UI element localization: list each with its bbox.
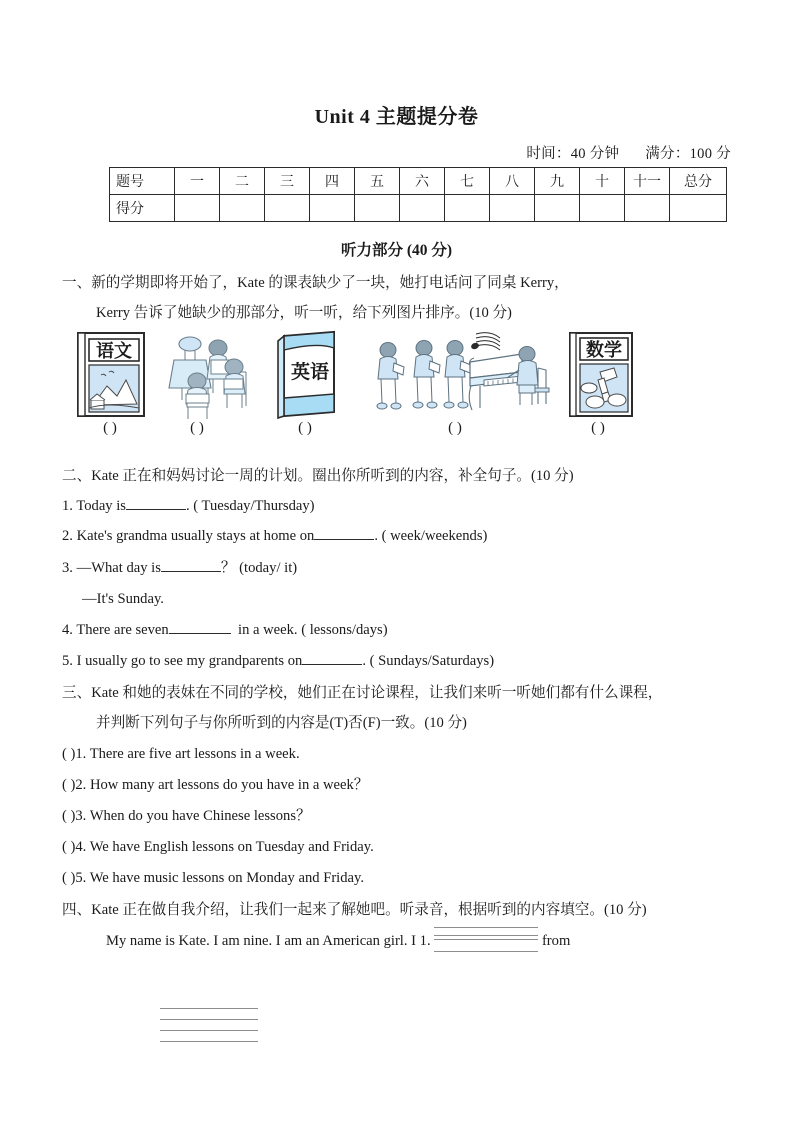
score-cell-3[interactable] <box>265 195 310 222</box>
svg-text:语文: 语文 <box>96 341 132 362</box>
section-2-item-3-answer: —It's Sunday. <box>82 591 164 607</box>
section-3-number: 三、 <box>62 685 92 701</box>
writing-line-3 <box>160 1030 258 1031</box>
table-row-question-numbers <box>110 168 727 195</box>
writing-line-4 <box>160 1041 258 1042</box>
math-textbook-icon <box>565 330 637 420</box>
tf-statement: 4. We have English lessons on Tuesday and Friday. <box>75 839 374 855</box>
exam-meta <box>526 142 731 163</box>
table-row-scores <box>110 195 727 222</box>
answer-box-4[interactable]: ( ) <box>448 420 462 436</box>
score-cell-6[interactable] <box>400 195 445 222</box>
tf-statement: 2. How many art lessons do you have in a week？ <box>75 777 369 793</box>
row-label-question: 题号 <box>110 168 175 195</box>
col-header-5: 五 <box>355 168 400 195</box>
answer-box-1[interactable]: ( ) <box>103 420 117 436</box>
score-cell-9[interactable] <box>535 195 580 222</box>
section-1-prompt-line2: Kerry 告诉了她缺少的那部分，听一听，给下列图片排序。(10 分) <box>96 305 512 321</box>
section-2-item-1 <box>62 491 315 522</box>
section-3-prompt-line2: 并判断下列句子与你所听到的内容是(T)否(F)一致。(10 分) <box>96 715 467 731</box>
picture-students-reading-scene <box>164 334 260 422</box>
col-header-10: 十 <box>580 168 625 195</box>
section-4-body <box>106 926 570 957</box>
section-2-text: Kate 正在和妈妈讨论一周的计划。圈出你所听到的内容，补全句子。(10 分) <box>91 468 574 484</box>
full-marks-label: 满分：100 分 <box>645 146 731 162</box>
item-text-after: in a week. ( lessons/days) <box>238 622 388 638</box>
section-3-text-line1: Kate 和她的表妹在不同的学校，她们正在讨论课程，让我们来听一听她们都有什么课程， <box>91 685 663 701</box>
item-text-after: . ( week/weekends) <box>374 528 488 544</box>
row-label-score: 得分 <box>110 195 175 222</box>
listening-section-banner: 听力部分 (40 分) <box>340 242 453 259</box>
tf-answer-box[interactable]: ( ) <box>62 777 76 793</box>
fill-blank[interactable] <box>302 650 362 665</box>
score-cell-10[interactable] <box>580 195 625 222</box>
section-4-number: 四、 <box>62 902 92 918</box>
item-text-after: . ( Tuesday/Thursday) <box>186 498 315 514</box>
col-header-7: 七 <box>445 168 490 195</box>
section-3-tf-item-5 <box>62 863 364 894</box>
tf-answer-box[interactable]: ( ) <box>62 808 76 824</box>
item-text-before: There are seven <box>76 622 169 638</box>
answer-writing-lines[interactable] <box>160 1008 258 1052</box>
col-header-total: 总分 <box>670 168 727 195</box>
score-table <box>109 167 727 222</box>
writing-line-2 <box>160 1019 258 1020</box>
item-text-after: ？ (today/ it) <box>220 560 298 576</box>
fill-blank[interactable] <box>126 495 186 510</box>
section-2-item-3 <box>62 553 297 584</box>
score-cell-8[interactable] <box>490 195 535 222</box>
tf-answer-box[interactable]: ( ) <box>62 746 76 762</box>
answer-box-5[interactable]: ( ) <box>591 420 605 436</box>
section-4-ruled-blank[interactable] <box>434 935 538 949</box>
item-text-before: Today is <box>76 498 126 514</box>
section-1-number: 一、 <box>62 275 92 291</box>
col-header-11: 十一 <box>625 168 670 195</box>
col-header-3: 三 <box>265 168 310 195</box>
score-cell-1[interactable] <box>175 195 220 222</box>
tf-statement: 3. When do you have Chinese lessons？ <box>75 808 311 824</box>
english-textbook-icon <box>272 328 344 422</box>
col-header-2: 二 <box>220 168 265 195</box>
section-3-tf-item-2 <box>62 770 368 801</box>
col-header-9: 九 <box>535 168 580 195</box>
section-2-item-2 <box>62 521 487 552</box>
picture-math-textbook <box>565 330 637 420</box>
svg-text:英语: 英语 <box>290 361 330 383</box>
section-4-body-after: from <box>541 933 571 949</box>
writing-line-1 <box>160 1008 258 1009</box>
item-number: 3. <box>62 560 73 576</box>
page-title: Unit 4 主题提分卷 <box>314 106 479 128</box>
section-3-tf-item-4 <box>62 832 374 863</box>
item-number: 1. <box>62 498 73 514</box>
section-3-prompt-line1 <box>62 678 662 709</box>
tf-statement: 5. We have music lessons on Monday and Friday. <box>75 870 365 886</box>
score-cell-5[interactable] <box>355 195 400 222</box>
item-text-before: Kate's grandma usually stays at home on <box>76 528 315 544</box>
section-4-prompt <box>62 895 647 926</box>
fill-blank[interactable] <box>314 525 374 540</box>
chinese-textbook-icon <box>73 330 149 420</box>
section-2-number: 二、 <box>62 468 92 484</box>
col-header-6: 六 <box>400 168 445 195</box>
section-3-tf-item-1 <box>62 739 300 770</box>
section-2-item-5 <box>62 646 494 677</box>
section-1-text-line1: 新的学期即将开始了，Kate 的课表缺少了一块，她打电话问了同桌 Kerry， <box>91 275 569 291</box>
score-cell-total[interactable] <box>670 195 727 222</box>
col-header-4: 四 <box>310 168 355 195</box>
answer-box-3[interactable]: ( ) <box>298 420 312 436</box>
time-limit-label: 时间：40 分钟 <box>526 146 620 162</box>
item-number: 4. <box>62 622 73 638</box>
score-cell-11[interactable] <box>625 195 670 222</box>
music-class-piano-scene-icon <box>372 330 552 422</box>
picture-chinese-textbook <box>73 330 149 420</box>
fill-blank[interactable] <box>161 557 221 572</box>
students-reading-scene-icon <box>164 334 260 422</box>
section-1-prompt-line1 <box>62 268 569 299</box>
picture-music-class-piano-scene <box>372 330 552 422</box>
fill-blank[interactable] <box>169 619 231 634</box>
section-2-item-4 <box>62 615 388 646</box>
section-4-body-before: My name is Kate. I am nine. I am an American girl. I 1. <box>106 933 431 949</box>
picture-english-textbook <box>272 328 344 422</box>
item-text-before: I usually go to see my grandparents on <box>76 653 303 669</box>
item-number: 5. <box>62 653 73 669</box>
tf-answer-box[interactable]: ( ) <box>62 870 76 886</box>
tf-answer-box[interactable]: ( ) <box>62 839 76 855</box>
score-cell-4[interactable] <box>310 195 355 222</box>
score-cell-2[interactable] <box>220 195 265 222</box>
score-cell-7[interactable] <box>445 195 490 222</box>
section-4-text: Kate 正在做自我介绍，让我们一起来了解她吧。听录音，根据听到的内容填空。(10 分) <box>91 902 647 918</box>
answer-box-2[interactable]: ( ) <box>190 420 204 436</box>
tf-statement: 1. There are five art lessons in a week. <box>75 746 300 762</box>
section-2-prompt <box>62 461 574 492</box>
item-text-after: . ( Sundays/Saturdays) <box>362 653 495 669</box>
col-header-8: 八 <box>490 168 535 195</box>
section-3-tf-item-3 <box>62 801 311 832</box>
svg-text:数学: 数学 <box>586 340 622 361</box>
picture-answer-row <box>0 420 793 444</box>
item-text-before: —What day is <box>76 560 161 576</box>
col-header-1: 一 <box>175 168 220 195</box>
item-number: 2. <box>62 528 73 544</box>
